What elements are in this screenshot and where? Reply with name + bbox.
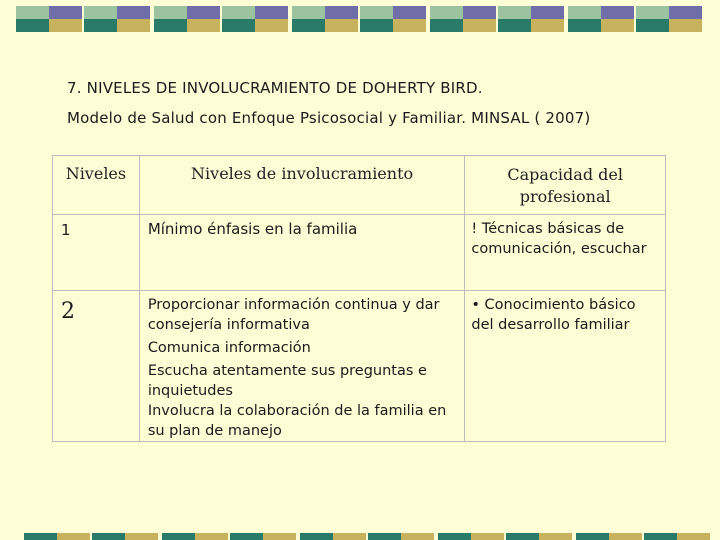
bottom-decorative-band (0, 533, 720, 540)
level-cell: 2 (53, 291, 140, 442)
decor-block (230, 533, 296, 540)
decor-block (360, 6, 426, 32)
involvement-line: Escucha atentamente sus preguntas e inquietudes (147, 363, 427, 399)
decor-block (644, 533, 710, 540)
decor-block (568, 6, 634, 32)
decor-block (636, 6, 702, 32)
header-capacidad: Capacidad del profesional (465, 156, 666, 215)
involvement-cell: Mínimo énfasis en la familia (139, 215, 465, 291)
table-row (53, 291, 666, 442)
decor-block (368, 533, 434, 540)
decor-block (154, 6, 220, 32)
level-cell: 1 (53, 215, 140, 291)
involvement-levels-table (52, 155, 666, 442)
table-header-row (53, 156, 666, 215)
table-row (53, 215, 666, 291)
involvement-line: Involucra la colaboración de la familia en su plan de manejo (147, 403, 447, 439)
capacity-cell: ! Técnicas básicas de comunicación, escuchar (465, 215, 666, 291)
decor-block (430, 6, 496, 32)
capacity-cell: • Conocimiento básico del desarrollo familiar (465, 291, 666, 442)
decor-block (576, 533, 642, 540)
decor-block (84, 6, 150, 32)
header-involucramiento: Niveles de involucramiento (139, 156, 465, 215)
decor-block (438, 533, 504, 540)
decor-block (300, 533, 366, 540)
involvement-line: Proporcionar información continua y dar consejería informativa (147, 297, 440, 333)
slide-title: 7. NIVELES DE INVOLUCRAMIENTO DE DOHERTY BIRD. (67, 79, 483, 97)
decor-block (292, 6, 358, 32)
decor-block (222, 6, 288, 32)
header-niveles: Niveles (53, 156, 140, 215)
decor-block (24, 533, 90, 540)
decor-block (92, 533, 158, 540)
decor-block (16, 6, 82, 32)
involvement-line: Comunica información (147, 340, 311, 356)
decor-block (506, 533, 572, 540)
involvement-cell (139, 291, 465, 442)
decor-block (162, 533, 228, 540)
slide-subtitle: Modelo de Salud con Enfoque Psicosocial y Familiar. MINSAL ( 2007) (67, 109, 591, 127)
top-decorative-band (0, 6, 720, 32)
decor-block (498, 6, 564, 32)
